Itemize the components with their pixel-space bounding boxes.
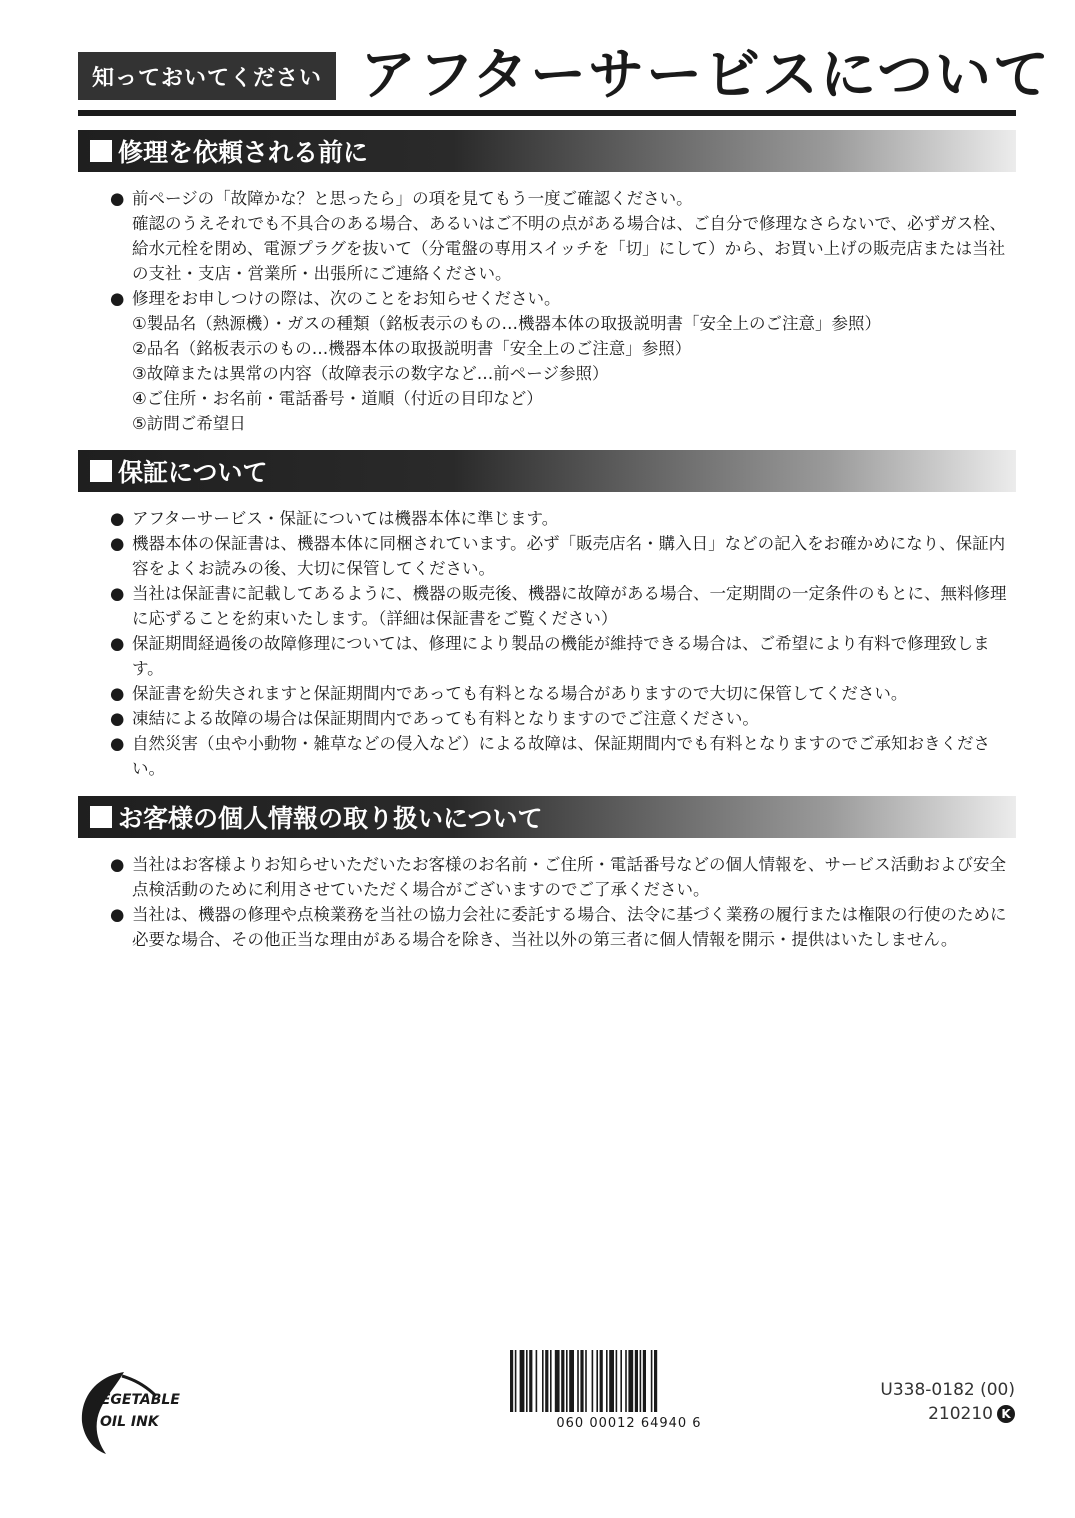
item-text: 凍結による故障の場合は保証期間内であっても有料となりますのでご注意ください。 [132, 709, 759, 728]
barcode-bar [542, 1350, 544, 1412]
square-icon [90, 140, 112, 162]
list-item [110, 411, 1016, 436]
bullet-icon: ● [110, 509, 125, 528]
barcode-bar [600, 1350, 603, 1412]
list-item [110, 361, 1016, 386]
square-icon [90, 806, 112, 828]
barcode-bar [555, 1350, 560, 1412]
barcode-bar [520, 1350, 525, 1412]
barcode-bar [510, 1350, 513, 1412]
bullet-icon: ● [110, 634, 125, 653]
section-body-warranty [110, 506, 1016, 781]
date-code-row [928, 1404, 1015, 1424]
item-text: ④ご住所・お名前・電話番号・道順（付近の目印など） [132, 389, 543, 408]
barcode-bar [643, 1350, 646, 1412]
barcode-bar [635, 1350, 638, 1412]
barcode-bar [569, 1350, 574, 1412]
barcode-bar [515, 1350, 517, 1412]
section-heading-personal-info [78, 796, 1016, 838]
barcode-bar [566, 1350, 568, 1412]
bullet-icon: ● [110, 289, 125, 308]
list-item [110, 631, 1016, 681]
list-item [110, 852, 1016, 902]
item-text: 当社は保証書に記載してあるように、機器の販売後、機器に故障がある場合、一定期間の一定条件のもとに、無料修理に応ずることを約束いたします。（詳細は保証書をご覧ください） [132, 584, 1007, 628]
vegetable-oil-ink-logo [76, 1366, 206, 1456]
square-icon [90, 460, 112, 482]
barcode-bar [585, 1350, 587, 1412]
page-title: アフターサービスについて [360, 43, 1051, 108]
item-text: 自然災害（虫や小動物・雑草などの侵入など）による故障は、保証期間内でも有料となりますのでご承知おきください。 [132, 734, 990, 778]
list-item [110, 386, 1016, 411]
item-text: ①製品名（熱源機）・ガスの種類（銘板表示のもの…機器本体の取扱説明書「安全上のご注意」参照） [132, 314, 882, 333]
list-item [110, 506, 1016, 531]
section-body-before-repair [110, 186, 1016, 436]
leaf-icon [76, 1366, 206, 1456]
barcode-bar [651, 1350, 653, 1412]
barcode-bar [592, 1350, 594, 1412]
barcode-bar [628, 1350, 633, 1412]
section-heading-before-repair [78, 130, 1016, 172]
item-text: 確認のうえそれでも不具合のある場合、あるいはご不明の点がある場合は、ご自分で修理なさらないで、必ずガス栓、給水元栓を閉め、電源プラグを抜いて（分電盤の専用スイッチを「切」にして）から、お買い上げの販売店または当社の支社・支店・営業所・出張所にご連絡ください。 [132, 214, 1007, 283]
bullet-icon: ● [110, 855, 125, 874]
item-text: アフターサービス・保証については機器本体に準じます。 [132, 509, 559, 528]
barcode-number: 060 00012 64940 6 [556, 1416, 702, 1431]
title-rule [78, 110, 1016, 116]
barcode-bar [561, 1350, 564, 1412]
item-text: 前ページの「故障かな？と思ったら」の項を見てもう一度ご確認ください。 [132, 189, 693, 208]
barcode-bar [620, 1350, 622, 1412]
list-item [110, 186, 1016, 211]
logo-line2: OIL INK [100, 1414, 159, 1430]
list-item [110, 311, 1016, 336]
list-item [110, 336, 1016, 361]
barcode-bar [577, 1350, 579, 1412]
k-mark-icon: K [997, 1405, 1015, 1423]
item-text: 機器本体の保証書は、機器本体に同梱されています。必ず「販売店名・購入日」などの記入をお確かめになり、保証内容をよくお読みの後、大切に保管してください。 [132, 534, 1006, 578]
item-text: 保証書を紛失されますと保証期間内であっても有料となる場合がありますので大切に保管してください。 [132, 684, 908, 703]
barcode-bar [625, 1350, 627, 1412]
item-text: ②品名（銘板表示のもの…機器本体の取扱説明書「安全上のご注意」参照） [132, 339, 692, 358]
item-text: 当社はお客様よりお知らせいただいたお客様のお名前・ご住所・電話番号などの個人情報を、サービス活動および安全点検活動のために利用させていただく場合がございますのでご了承ください。 [132, 855, 1007, 899]
list-item [110, 731, 1016, 781]
section-heading-warranty [78, 450, 1016, 492]
bullet-icon: ● [110, 584, 125, 603]
barcode-bar [545, 1350, 548, 1412]
list-item [110, 531, 1016, 581]
section-body-personal-info [110, 852, 1016, 952]
item-text: ③故障または異常の内容（故障表示の数字など…前ページ参照） [132, 364, 609, 383]
barcode-bar [596, 1350, 598, 1412]
barcode-bar [654, 1350, 657, 1412]
bullet-icon: ● [110, 189, 125, 208]
logo-line1: VEGETABLE [90, 1392, 180, 1408]
section-title: 保証について [118, 458, 268, 487]
barcode-bar [606, 1350, 608, 1412]
barcode-bar [640, 1350, 642, 1412]
item-text: 保証期間経過後の故障修理については、修理により製品の機能が維持できる場合は、ご希望により有料で修理致します。 [132, 634, 990, 678]
bullet-icon: ● [110, 709, 125, 728]
list-item [110, 681, 1016, 706]
bullet-icon: ● [110, 534, 125, 553]
item-text: 修理をお申しつけの際は、次のことをお知らせください。 [132, 289, 561, 308]
header-tag: 知っておいてください [78, 52, 336, 100]
list-item [110, 211, 1016, 286]
date-code: 210210 [928, 1404, 993, 1424]
barcode-bar [609, 1350, 614, 1412]
barcode-bar [550, 1350, 552, 1412]
bullet-icon: ● [110, 684, 125, 703]
list-item [110, 706, 1016, 731]
barcode-bar [536, 1350, 538, 1412]
list-item [110, 286, 1016, 311]
item-text: ⑤訪問ご希望日 [132, 414, 246, 433]
list-item [110, 902, 1016, 952]
bullet-icon: ● [110, 734, 125, 753]
barcode-bar [526, 1350, 528, 1412]
item-text: 当社は、機器の修理や点検業務を当社の協力会社に委託する場合、法令に基づく業務の履行または権限の行使のために必要な場合、その他正当な理由がある場合を除き、当社以外の第三者に個人情報を開示・提供はいたしません。 [132, 905, 1007, 949]
document-code: U338-0182 (00) [880, 1380, 1015, 1400]
barcode-bar [529, 1350, 532, 1412]
barcode [510, 1350, 748, 1412]
section-title: お客様の個人情報の取り扱いについて [118, 804, 543, 833]
bullet-icon: ● [110, 905, 125, 924]
section-title: 修理を依頼される前に [118, 138, 369, 167]
barcode-bar [616, 1350, 618, 1412]
barcode-bar [580, 1350, 583, 1412]
list-item [110, 581, 1016, 631]
